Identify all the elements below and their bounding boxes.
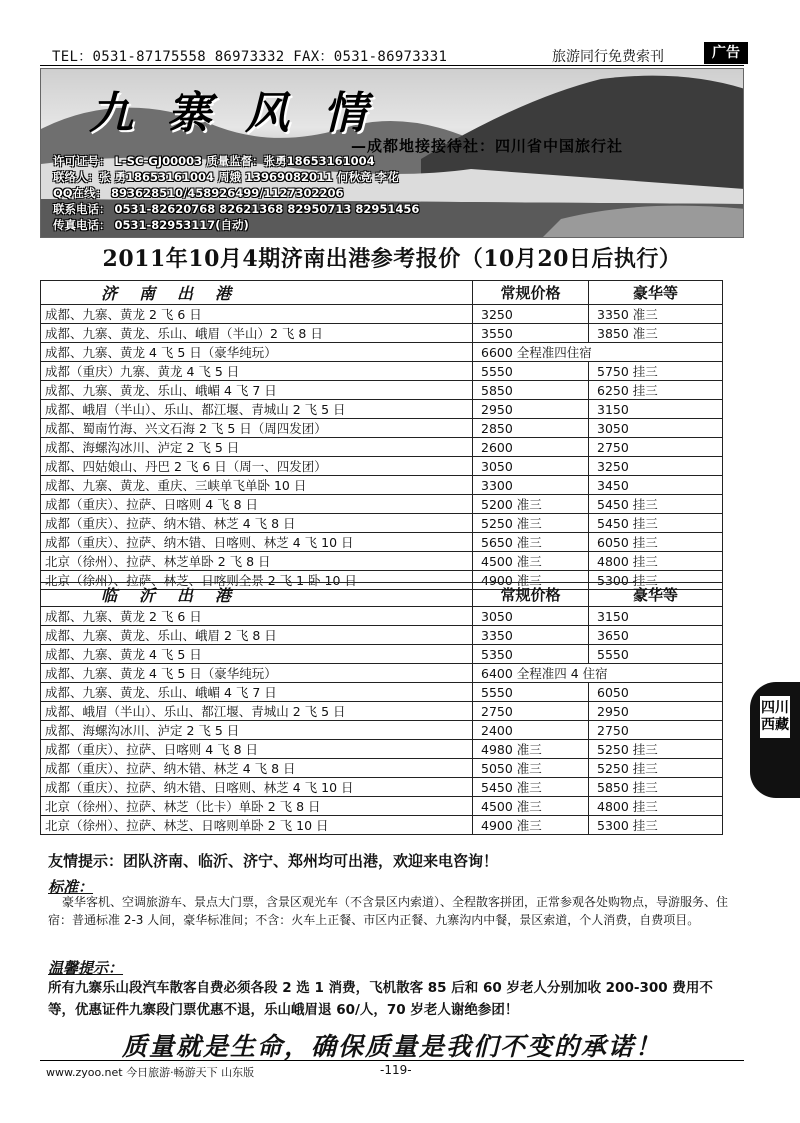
regular-price-cell: 5200 准三 xyxy=(473,495,589,514)
route-cell: 成都（重庆）、拉萨、日喀则 4 飞 8 日 xyxy=(41,495,473,514)
regular-price-cell: 5850 xyxy=(473,381,589,400)
regular-price-cell: 4500 准三 xyxy=(473,797,589,816)
price-row xyxy=(41,702,723,721)
regular-price-cell: 6400 全程准四 4 住宿 xyxy=(473,664,723,683)
phone-line: 联系电话： 0531-82620768 82621368 82950713 82951456 xyxy=(53,202,420,216)
col-regular-price: 常规价格 xyxy=(473,281,589,305)
route-cell: 成都、四姑娘山、丹巴 2 飞 6 日（周一、四发团） xyxy=(41,457,473,476)
route-cell: 北京（徐州）、拉萨、林芝单卧 2 飞 8 日 xyxy=(41,552,473,571)
regular-price-cell: 5650 准三 xyxy=(473,533,589,552)
price-row xyxy=(41,419,723,438)
free-index-label: 旅游同行免费索刊 xyxy=(552,49,664,65)
agency-name: —成都地接接待社：四川省中国旅行社 xyxy=(351,137,624,155)
ad-badge: 广告 xyxy=(704,42,748,64)
price-row xyxy=(41,457,723,476)
regular-price-cell: 4980 准三 xyxy=(473,740,589,759)
footer-site: www.zyoo.net 今日旅游·畅游天下 山东版 xyxy=(46,1066,255,1079)
regular-price-cell: 4900 准三 xyxy=(473,571,589,590)
price-row xyxy=(41,533,723,552)
route-cell: 北京（徐州）、拉萨、林芝、日喀则全景 2 飞 1 卧 10 日 xyxy=(41,571,473,590)
route-cell: 成都、九寨、黄龙、乐山、峨嵋 4 飞 7 日 xyxy=(41,381,473,400)
table-header-row xyxy=(41,281,723,305)
regular-price-cell: 5050 准三 xyxy=(473,759,589,778)
fax-line: 传真电话： 0531-82953117(自动) xyxy=(53,218,249,232)
regular-price-cell: 4900 准三 xyxy=(473,816,589,835)
qq-line: QQ在线： 893628510/458926499/1127302206 xyxy=(53,186,344,200)
jinan-price-table xyxy=(40,280,723,590)
luxury-price-cell: 4800 挂三 xyxy=(589,552,723,571)
route-cell: 成都、峨眉（半山）、乐山、都江堰、青城山 2 飞 5 日 xyxy=(41,400,473,419)
luxury-price-cell: 2750 xyxy=(589,438,723,457)
license-line: 许可证号： L-SC-GJ00003 质量监督：张勇18653161004 xyxy=(53,154,375,168)
route-cell: 成都、峨眉（半山）、乐山、都江堰、青城山 2 飞 5 日 xyxy=(41,702,473,721)
price-headline: 2011年10月4期济南出港参考报价（10月20日后执行） xyxy=(102,246,682,272)
route-cell: 成都、九寨、黄龙、乐山、峨眉（半山）2 飞 8 日 xyxy=(41,324,473,343)
price-row xyxy=(41,476,723,495)
price-row xyxy=(41,438,723,457)
luxury-price-cell: 3350 准三 xyxy=(589,305,723,324)
luxury-price-cell: 3150 xyxy=(589,400,723,419)
route-cell: 成都、九寨、黄龙、重庆、三峡单飞单卧 10 日 xyxy=(41,476,473,495)
price-row xyxy=(41,816,723,835)
route-cell: 北京（徐州）、拉萨、林芝（比卡）单卧 2 飞 8 日 xyxy=(41,797,473,816)
side-tab-text: 四川西藏 xyxy=(761,700,789,733)
route-cell: 成都（重庆）、拉萨、日喀则 4 飞 8 日 xyxy=(41,740,473,759)
page-footer xyxy=(40,1060,744,1078)
regular-price-cell: 2950 xyxy=(473,400,589,419)
price-row xyxy=(41,607,723,626)
section-side-tab xyxy=(750,682,800,798)
luxury-price-cell: 3850 准三 xyxy=(589,324,723,343)
price-row xyxy=(41,381,723,400)
luxury-price-cell: 5550 xyxy=(589,645,723,664)
luxury-price-cell: 4800 挂三 xyxy=(589,797,723,816)
luxury-price-cell: 5850 挂三 xyxy=(589,778,723,797)
table-header-row xyxy=(41,583,723,607)
top-contact-bar xyxy=(40,44,744,66)
regular-price-cell: 6600 全程准四住宿 xyxy=(473,343,723,362)
regular-price-cell: 3250 xyxy=(473,305,589,324)
linyi-price-table xyxy=(40,582,723,835)
luxury-price-cell: 5450 挂三 xyxy=(589,495,723,514)
regular-price-cell: 2750 xyxy=(473,702,589,721)
route-cell: 成都、海螺沟冰川、泸定 2 飞 5 日 xyxy=(41,438,473,457)
price-row xyxy=(41,721,723,740)
route-cell: 成都、九寨、黄龙 2 飞 6 日 xyxy=(41,305,473,324)
luxury-price-cell: 5300 挂三 xyxy=(589,571,723,590)
price-row xyxy=(41,514,723,533)
side-tab-label xyxy=(760,696,790,738)
notice-heading: 温馨提示： xyxy=(48,959,124,977)
col-regular-price: 常规价格 xyxy=(473,583,589,607)
price-row xyxy=(41,626,723,645)
luxury-price-cell: 2750 xyxy=(589,721,723,740)
price-row xyxy=(41,552,723,571)
banner-title: 九寨风情 xyxy=(89,88,401,139)
price-row xyxy=(41,664,723,683)
price-row xyxy=(41,683,723,702)
regular-price-cell: 5550 xyxy=(473,362,589,381)
col-luxury: 豪华等 xyxy=(589,281,723,305)
price-row xyxy=(41,495,723,514)
header-banner xyxy=(40,68,744,238)
route-cell: 成都、蜀南竹海、兴文石海 2 飞 5 日（周四发团） xyxy=(41,419,473,438)
regular-price-cell: 3050 xyxy=(473,457,589,476)
regular-price-cell: 2850 xyxy=(473,419,589,438)
luxury-price-cell: 5300 挂三 xyxy=(589,816,723,835)
friendly-tip: 友情提示：团队济南、临沂、济宁、郑州均可出港，欢迎来电咨询！ xyxy=(48,852,499,870)
regular-price-cell: 3550 xyxy=(473,324,589,343)
regular-price-cell: 3050 xyxy=(473,607,589,626)
route-cell: 成都、九寨、黄龙、乐山、峨嵋 4 飞 7 日 xyxy=(41,683,473,702)
luxury-price-cell: 3050 xyxy=(589,419,723,438)
route-cell: 成都、海螺沟冰川、泸定 2 飞 5 日 xyxy=(41,721,473,740)
page-number: -119- xyxy=(380,1063,412,1077)
route-cell: 成都、九寨、黄龙 2 飞 6 日 xyxy=(41,607,473,626)
price-row xyxy=(41,362,723,381)
luxury-price-cell: 2950 xyxy=(589,702,723,721)
regular-price-cell: 2400 xyxy=(473,721,589,740)
route-cell: 成都（重庆）、拉萨、纳木错、日喀则、林芝 4 飞 10 日 xyxy=(41,533,473,552)
price-row xyxy=(41,778,723,797)
price-row xyxy=(41,740,723,759)
regular-price-cell: 4500 准三 xyxy=(473,552,589,571)
quality-slogan: 质量就是生命，确保质量是我们不变的承诺！ xyxy=(121,1032,662,1061)
regular-price-cell: 5550 xyxy=(473,683,589,702)
luxury-price-cell: 5250 挂三 xyxy=(589,759,723,778)
regular-price-cell: 5350 xyxy=(473,645,589,664)
regular-price-cell: 3300 xyxy=(473,476,589,495)
route-cell: 成都、九寨、黄龙、乐山、峨眉 2 飞 8 日 xyxy=(41,626,473,645)
regular-price-cell: 2600 xyxy=(473,438,589,457)
luxury-price-cell: 3250 xyxy=(589,457,723,476)
route-cell: 北京（徐州）、拉萨、林芝、日喀则单卧 2 飞 10 日 xyxy=(41,816,473,835)
price-row xyxy=(41,759,723,778)
price-row xyxy=(41,797,723,816)
contact-persons-line: 联络人：张 勇18653161004 周娥 13969082011 何秋竞 李花 xyxy=(53,170,399,184)
luxury-price-cell: 5250 挂三 xyxy=(589,740,723,759)
col-luxury: 豪华等 xyxy=(589,583,723,607)
price-row xyxy=(41,305,723,324)
price-row xyxy=(41,645,723,664)
section-linyi-departure: 临沂出港 xyxy=(41,583,473,607)
route-cell: 成都、九寨、黄龙 4 飞 5 日（豪华纯玩） xyxy=(41,343,473,362)
regular-price-cell: 3350 xyxy=(473,626,589,645)
route-cell: 成都（重庆）、拉萨、纳木错、林芝 4 飞 8 日 xyxy=(41,514,473,533)
standard-heading: 标准： xyxy=(48,878,94,896)
luxury-price-cell: 6050 xyxy=(589,683,723,702)
standard-text: 豪华客机、空调旅游车、景点大门票，含景区观光车（不含景区内索道）、全程散客拼团，正常参观各处购物点，导游服务、住宿：普通标准 2-3 人间，豪华标准间；不含：火车上正餐、市区内正餐、九寨沟内中餐，景区索道，个人消费，自费项目。 xyxy=(48,895,729,927)
regular-price-cell: 5450 准三 xyxy=(473,778,589,797)
section-jinan-departure: 济南出港 xyxy=(41,281,473,305)
regular-price-cell: 5250 准三 xyxy=(473,514,589,533)
price-row xyxy=(41,343,723,362)
route-cell: 成都、九寨、黄龙 4 飞 5 日 xyxy=(41,645,473,664)
price-row xyxy=(41,400,723,419)
luxury-price-cell: 3150 xyxy=(589,607,723,626)
luxury-price-cell: 6250 挂三 xyxy=(589,381,723,400)
price-row xyxy=(41,324,723,343)
luxury-price-cell: 6050 挂三 xyxy=(589,533,723,552)
luxury-price-cell: 3450 xyxy=(589,476,723,495)
luxury-price-cell: 5450 挂三 xyxy=(589,514,723,533)
route-cell: 成都（重庆）九寨、黄龙 4 飞 5 日 xyxy=(41,362,473,381)
contact-phone-fax: TEL：0531-87175558 86973332 FAX：0531-86973331 xyxy=(52,49,448,65)
route-cell: 成都、九寨、黄龙 4 飞 5 日（豪华纯玩） xyxy=(41,664,473,683)
notice-text: 所有九寨乐山段汽车散客自费必须各段 2 选 1 消费，飞机散客 85 后和 60 岁老人分别加收 200-300 费用不等，优惠证件九寨段门票优惠不退，乐山峨眉退 60/人，70 岁老人谢绝参团！ xyxy=(48,980,713,1018)
route-cell: 成都（重庆）、拉萨、纳木错、日喀则、林芝 4 飞 10 日 xyxy=(41,778,473,797)
luxury-price-cell: 5750 挂三 xyxy=(589,362,723,381)
route-cell: 成都（重庆）、拉萨、纳木错、林芝 4 飞 8 日 xyxy=(41,759,473,778)
luxury-price-cell: 3650 xyxy=(589,626,723,645)
